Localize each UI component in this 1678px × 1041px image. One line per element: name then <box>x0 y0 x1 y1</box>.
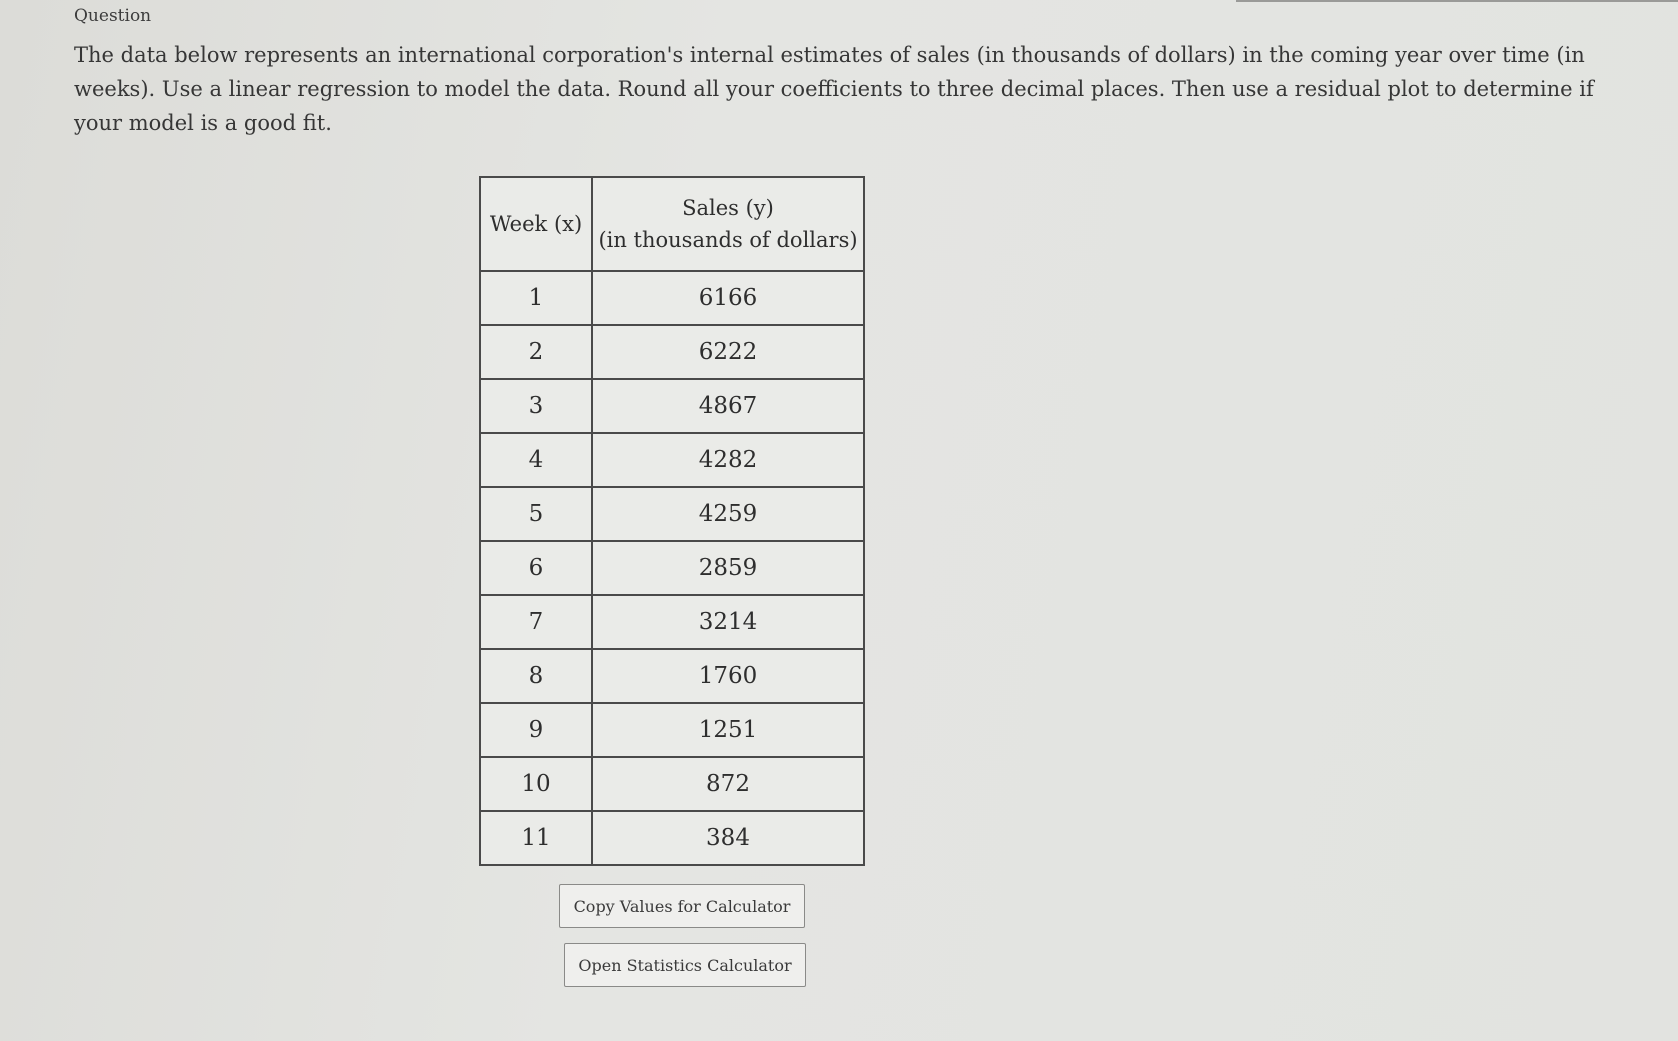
sales-cell: 6166 <box>592 271 864 325</box>
week-cell: 2 <box>480 325 592 379</box>
sales-cell: 4282 <box>592 433 864 487</box>
week-cell: 9 <box>480 703 592 757</box>
table-row <box>480 271 864 325</box>
table-row <box>480 703 864 757</box>
copy-values-button[interactable]: Copy Values for Calculator <box>559 884 805 928</box>
sales-cell: 2859 <box>592 541 864 595</box>
table-row <box>480 757 864 811</box>
data-table-container <box>479 176 865 866</box>
week-cell: 1 <box>480 271 592 325</box>
week-cell: 10 <box>480 757 592 811</box>
sales-cell: 4867 <box>592 379 864 433</box>
open-calculator-button[interactable]: Open Statistics Calculator <box>564 943 806 987</box>
sales-cell: 1251 <box>592 703 864 757</box>
sales-cell: 6222 <box>592 325 864 379</box>
sales-header-line1: Sales (y) <box>682 196 774 220</box>
week-cell: 7 <box>480 595 592 649</box>
table-row <box>480 541 864 595</box>
sales-cell: 1760 <box>592 649 864 703</box>
top-divider <box>1236 0 1678 2</box>
week-cell: 6 <box>480 541 592 595</box>
sales-cell: 384 <box>592 811 864 865</box>
table-row <box>480 595 864 649</box>
data-table <box>479 176 865 866</box>
week-cell: 8 <box>480 649 592 703</box>
table-row <box>480 325 864 379</box>
table-row <box>480 649 864 703</box>
week-cell: 11 <box>480 811 592 865</box>
week-cell: 3 <box>480 379 592 433</box>
sales-cell: 872 <box>592 757 864 811</box>
table-body <box>480 271 864 865</box>
sales-column-header <box>592 177 864 271</box>
table-row <box>480 379 864 433</box>
sales-header-line2: (in thousands of dollars) <box>598 228 858 252</box>
table-row <box>480 433 864 487</box>
week-cell: 4 <box>480 433 592 487</box>
section-label: Question <box>74 6 152 26</box>
question-prompt: The data below represents an international corporation's internal estimates of sales (in thousands of dollars) in the coming year over time (in weeks). Use a linear regression to model the data. Round all your coefficients to three decimal places. Then use a residual plot to determine if your model is a good fit. <box>74 43 1594 135</box>
week-column-header: Week (x) <box>480 177 592 271</box>
week-cell: 5 <box>480 487 592 541</box>
sales-cell: 4259 <box>592 487 864 541</box>
sales-cell: 3214 <box>592 595 864 649</box>
table-row <box>480 811 864 865</box>
table-header-row <box>480 177 864 271</box>
table-row <box>480 487 864 541</box>
